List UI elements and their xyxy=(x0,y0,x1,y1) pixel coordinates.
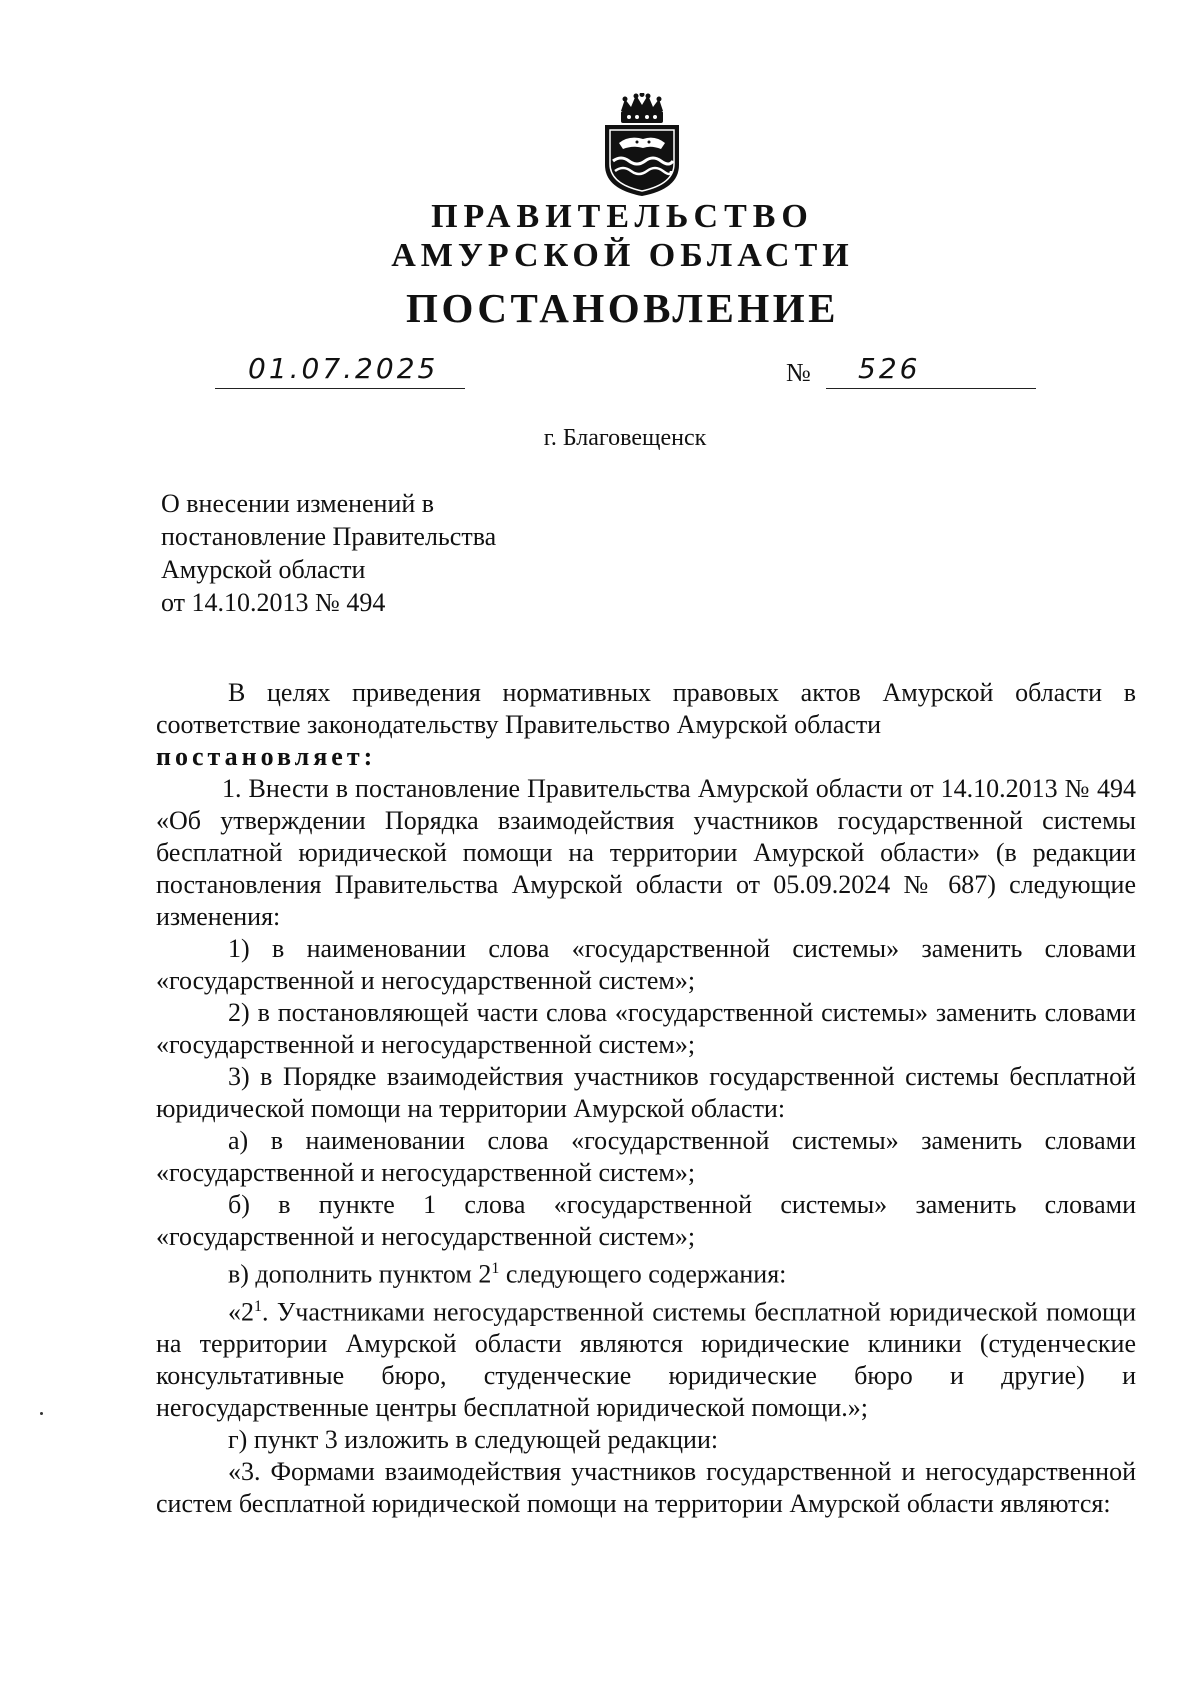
superscript: 1 xyxy=(254,1297,262,1315)
subitem-g-paragraph: г) пункт 3 изложить в следующей редакции: xyxy=(228,1425,719,1455)
item-1-paragraph: 1. Внести в постановление Правительства Амурской области от 14.10.2013 № 494 «Об утверждении Порядка взаимодействия участников государственной системы бесплатной юридической помощи на территории Амурской области» (в редакции постановления Правительства Амурской области от 05.09.2024 № 687) следующие изменения: xyxy=(156,774,1136,931)
subject-line: О внесении изменений в xyxy=(161,489,435,518)
quoted-clause-2-1-paragraph xyxy=(156,1291,1136,1425)
number-sign: № xyxy=(786,358,811,387)
subject-line: от 14.10.2013 № 494 xyxy=(161,588,386,617)
preamble-paragraph: В целях приведения нормативных правовых актов Амурской области в соответствие законодательству Правительство Амурской области xyxy=(156,678,1136,739)
subject-line: постановление Правительства xyxy=(161,522,497,551)
document-type-title: ПОСТАНОВЛЕНИЕ xyxy=(406,285,839,331)
quote-start: «2 xyxy=(228,1297,254,1327)
subject-line: Амурской области xyxy=(161,555,366,584)
issuer-title-line-1: ПРАВИТЕЛЬСТВО xyxy=(431,198,814,235)
superscript: 1 xyxy=(491,1260,500,1277)
document-date: 01.07.2025 xyxy=(248,352,439,385)
number-underline xyxy=(826,388,1036,389)
document-number: 526 xyxy=(858,352,921,385)
resolves-word: постановляет: xyxy=(156,742,377,771)
document-body xyxy=(156,677,1136,1520)
subitem-2-paragraph: 2) в постановляющей части слова «государственной системы» заменить словами «государственной и негосударственной систем»; xyxy=(156,998,1136,1059)
subitem-v-text: в) дополнить пунктом 2 xyxy=(228,1259,492,1289)
subitem-b-paragraph: б) в пункте 1 слова «государственной системы» заменить словами «государственной и негосударственной систем»; xyxy=(156,1190,1136,1251)
subitem-3-paragraph: 3) в Порядке взаимодействия участников государственной системы бесплатной юридической помощи на территории Амурской области: xyxy=(156,1062,1136,1123)
scan-speck xyxy=(40,1412,43,1415)
subitem-1-paragraph: 1) в наименовании слова «государственной системы» заменить словами «государственной и негосударственной систем»; xyxy=(156,934,1136,995)
issuer-title-line-2: АМУРСКОЙ ОБЛАСТИ xyxy=(391,237,854,274)
document-subject xyxy=(161,487,496,619)
subitem-a-paragraph: а) в наименовании слова «государственной системы» заменить словами «государственной и негосударственной систем»; xyxy=(156,1126,1136,1187)
subitem-v-paragraph xyxy=(156,1253,1136,1291)
subitem-v-text-end: следующего содержания: xyxy=(499,1259,787,1289)
date-underline xyxy=(215,388,465,389)
city-label: г. Благовещенск xyxy=(543,425,707,451)
quote-text: . Участниками негосударственной системы бесплатной юридической помощи на территории Амурской области являются юридические клиники (студенческие консультативные бюро, студенческие юридические бюро и другие) и негосударственные центры бесплатной юридической помощи.»; xyxy=(156,1297,1136,1423)
amur-oblast-coat-of-arms-icon xyxy=(599,93,685,197)
quoted-clause-3-paragraph: «3. Формами взаимодействия участников государственной и негосударственной систем бесплатной юридической помощи на территории Амурской области являются: xyxy=(156,1457,1136,1519)
